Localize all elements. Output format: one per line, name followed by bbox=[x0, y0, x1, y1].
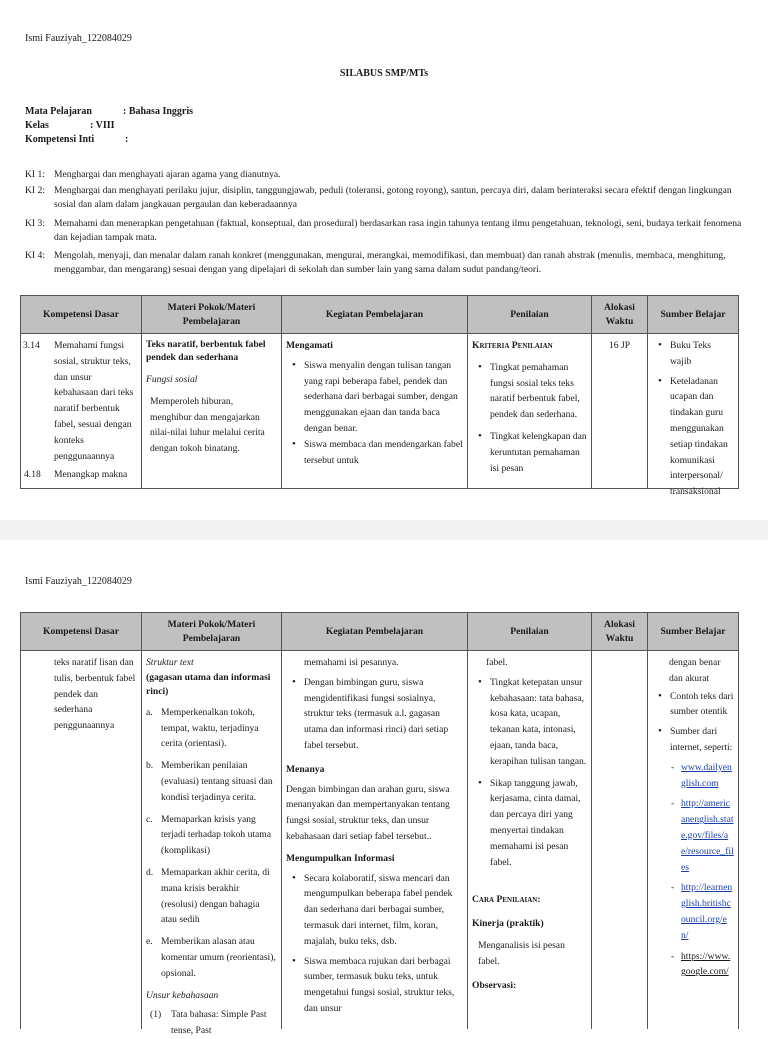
penilaian-heading: Cara Penilaian: bbox=[472, 894, 541, 906]
meta-ki-label: Kompetensi Inti bbox=[25, 134, 95, 145]
list-item: • Siswa membaca dan mendengarkan fabel tersebut untuk bbox=[304, 437, 463, 469]
list-item: c. Memaparkan krisis yang terjadi terhadap tokoh utama (komplikasi) bbox=[146, 813, 272, 857]
ki-3-text: Memahami dan menerapkan pengetahuan (faktual, konseptual, dan prosedural) berdasarkan rasa ingin tahunya tentang ilmu pengetahuan, teknologi, seni, budaya terkait fenomena dan kejadian tampak mata. bbox=[54, 218, 742, 243]
link-dailyenglish[interactable]: www.dailyenglish.com bbox=[681, 761, 732, 789]
kegiatan-cell bbox=[282, 651, 467, 1029]
header-kegiatan: Kegiatan Pembelajaran bbox=[282, 613, 468, 651]
header-alokasi: Alokasi Waktu bbox=[592, 613, 648, 651]
list-item: • Buku Teks wajib bbox=[670, 338, 734, 370]
link-google[interactable]: https://www.google.com/ bbox=[681, 950, 731, 978]
header-kd: Kompetensi Dasar bbox=[21, 613, 142, 651]
kegiatan-heading: Mengumpulkan Informasi bbox=[286, 852, 395, 864]
header-sumber: Sumber Belajar bbox=[648, 296, 739, 334]
list-item: • Sikap tanggung jawab, kerjasama, cinta damai, dan percaya diri yang menyertai tindakan memahami isi pesan fabel. bbox=[490, 776, 587, 871]
list-item: e. Memberikan alasan atau komentar umum (reorientasi), opsional. bbox=[146, 936, 276, 979]
kd-text: Memahami fungsi sosial, struktur teks, dan unsur kebahasaan dari teks naratif berbentuk fabel, sesuai dengan konteks penggunaannya bbox=[54, 340, 134, 462]
ki-3-num: KI 3: bbox=[25, 218, 45, 229]
header-penilaian: Penilaian bbox=[468, 296, 592, 334]
meta-kelas-label: Kelas bbox=[25, 120, 49, 131]
link-item[interactable] bbox=[681, 949, 734, 981]
ki-3 bbox=[25, 217, 745, 245]
list-item: • Contoh teks dari sumber otentik bbox=[670, 689, 734, 721]
kd-number: 3.14 bbox=[23, 340, 40, 351]
sumber-cell bbox=[648, 651, 738, 1029]
ki-2-num: KI 2: bbox=[25, 185, 45, 196]
alokasi-cell bbox=[592, 334, 647, 488]
materi-subheading: Unsur kebahasaan bbox=[146, 989, 219, 1001]
header-penilaian: Penilaian bbox=[468, 613, 592, 651]
list-item: • Tingkat ketepatan unsur kebahasaan: tata bahasa, kosa kata, ucapan, tekanan kata, intonasi, ejaan, tanda baca, kerapihan tulisan tangan. bbox=[490, 675, 587, 770]
kegiatan-text: Dengan bimbingan dan arahan guru, siswa menanyakan dan mempertanyakan tentang fungsi sosial, struktur teks, dan unsur kebahasaan dari setiap fabel tersebut.. bbox=[286, 783, 450, 842]
author-name: Ismi Fauziyah_122084029 bbox=[25, 576, 132, 587]
list-item: • Tingkat kelengkapan dan keruntutan pemahaman isi pesan bbox=[490, 429, 587, 476]
table-header-row bbox=[21, 296, 739, 334]
ki-1 bbox=[25, 168, 745, 182]
page-gap bbox=[0, 520, 768, 540]
link-item[interactable] bbox=[681, 760, 734, 792]
ki-2-text: Menghargai dan menghayati perilaku jujur, disiplin, tanggungjawab, peduli (toleransi, gotong royong), santun, percaya diri, dalam berinteraksi secara efektif dengan lingkungan sosial dan alam dalam jangkauan pergaulan dan keberadaannya bbox=[54, 185, 732, 210]
kegiatan-cell bbox=[282, 334, 467, 488]
meta-kelas-value: : VIII bbox=[90, 120, 115, 131]
penilaian-heading: Kriteria Penilaian bbox=[472, 340, 553, 351]
link-item[interactable] bbox=[681, 880, 734, 943]
meta-ki bbox=[25, 134, 129, 145]
page-title: SILABUS SMP/MTs bbox=[339, 68, 429, 79]
list-item: • Siswa menyalin dengan tulisan tangan yang rapi beberapa fabel, pendek dan sederhana dari berbagai sumber, dengan menggunakan ejaan dan tanda baca dengan benar. bbox=[304, 358, 463, 437]
table-header-row bbox=[21, 613, 739, 651]
ki-1-num: KI 1: bbox=[25, 169, 45, 180]
list-item: • Tingkat pemahaman fungsi sosial teks teks naratif berbentuk fabel, pendek dan sederhana. bbox=[490, 360, 587, 423]
meta-mapel bbox=[25, 106, 194, 117]
alokasi-value: 16 JP bbox=[608, 340, 631, 351]
sumber-text: dengan benar dan akurat bbox=[669, 657, 721, 684]
link-britishcouncil[interactable]: http://learnenglish.britishcouncil.org/en/ bbox=[681, 882, 733, 941]
list-item: (1) Tata bahasa: Simple Past tense, Past bbox=[150, 1009, 267, 1037]
table-row bbox=[21, 334, 739, 489]
meta-kelas bbox=[25, 120, 115, 131]
ki-2 bbox=[25, 184, 745, 212]
list-item: a. Memperkenalkan tokoh, tempat, waktu, terjadinya cerita (orientasi). bbox=[146, 706, 259, 750]
syllabus-table-1 bbox=[20, 295, 739, 498]
list-item: • Dengan bimbingan guru, siswa mengidentifikasi fungsi sosialnya, struktur teks (termasuk a.l. gagasan utama dan informasi rinci) dari setiap fabel tersebut. bbox=[304, 675, 463, 754]
list-item: b. Memberikan penilaian (evaluasi) tentang situasi dan kondisi terjadinya cerita. bbox=[146, 760, 273, 803]
kegiatan-heading: Mengamati bbox=[286, 340, 333, 351]
materi-cell bbox=[142, 651, 281, 1037]
syllabus-table-2 bbox=[20, 612, 739, 1037]
header-sumber: Sumber Belajar bbox=[648, 613, 739, 651]
kegiatan-text: memahami isi pesannya. bbox=[304, 657, 399, 668]
header-materi: Materi Pokok/Materi Pembelajaran bbox=[142, 296, 282, 334]
materi-subheading: Struktur text bbox=[146, 657, 194, 668]
materi-subheading: Fungsi sosial bbox=[146, 374, 198, 385]
kd-text: teks naratif lisan dan tulis, berbentuk fabel pendek dan sederhana penggunaannya bbox=[54, 657, 136, 732]
ki-4-num: KI 4: bbox=[25, 250, 45, 261]
penilaian-cell bbox=[468, 334, 591, 488]
table-row bbox=[21, 651, 739, 1030]
link-item[interactable] bbox=[681, 796, 734, 875]
list-item: • Secara kolaboratif, siswa mencari dan mengumpulkan beberapa fabel pendek dan sederhana dari berbagai sumber, termasuk dari internet, film, koran, majalah, buku teks, dsb. bbox=[304, 871, 463, 950]
ki-1-text: Menghargai dan menghayati ajaran agama yang dianutnya. bbox=[54, 169, 281, 180]
kd-cell bbox=[21, 334, 141, 488]
meta-ki-value: : bbox=[125, 134, 129, 145]
meta-mapel-value: : Bahasa Inggris bbox=[123, 106, 194, 117]
materi-subheading-note: (gagasan utama dan informasi rinci) bbox=[146, 671, 271, 697]
penilaian-heading: Kinerja (praktik) bbox=[472, 918, 544, 930]
list-item: • Keteladanan ucapan dan tindakan guru menggunakan setiap tindakan komunikasi interpersonal/ transaksional bbox=[670, 374, 734, 500]
author-name: Ismi Fauziyah_122084029 bbox=[25, 33, 132, 44]
header-alokasi: Alokasi Waktu bbox=[592, 296, 648, 334]
kd-text: Menangkap makna bbox=[54, 469, 128, 481]
kd-cell bbox=[21, 651, 141, 1029]
alokasi-cell bbox=[592, 651, 647, 1029]
list-item: d. Memaparkan akhir cerita, di mana krisis berakhir (resolusi) dengan bahagia atau sedih bbox=[146, 866, 270, 926]
page-2 bbox=[0, 540, 768, 1037]
penilaian-text: fabel. bbox=[486, 657, 508, 668]
kegiatan-heading: Menanya bbox=[286, 763, 325, 775]
kd-number: 4.18 bbox=[24, 469, 41, 481]
sumber-cell bbox=[648, 334, 738, 498]
penilaian-cell bbox=[468, 651, 591, 1029]
ki-4-text: Mengolah, menyaji, dan menalar dalam ranah konkret (menggunakan, mengurai, merangkai, memodifikasi, dan membuat) dan ranah abstrak (menulis, membaca, menghitung, menggambar, dan mengarang) sesuai dengan yang dipelajari di sekolah dan sumber lain yang sama dalam sudut pandang/teori. bbox=[54, 250, 726, 275]
materi-title: Teks naratif, berbentuk fabel pendek dan sederhana bbox=[146, 339, 266, 363]
ki-4 bbox=[25, 249, 745, 277]
header-kegiatan: Kegiatan Pembelajaran bbox=[282, 296, 468, 334]
materi-text: Memperoleh hiburan, menghibur dan mengajarkan nilai-nilai luhur melalui cerita dengan tokoh binatang. bbox=[150, 395, 265, 455]
header-kd: Kompetensi Dasar bbox=[21, 296, 142, 334]
penilaian-heading: Observasi: bbox=[472, 979, 517, 991]
materi-cell bbox=[142, 334, 281, 488]
penilaian-text: Menganalisis isi pesan fabel. bbox=[478, 939, 565, 967]
header-materi: Materi Pokok/Materi Pembelajaran bbox=[142, 613, 282, 651]
link-americanenglish[interactable]: http://americanenglish.state.gov/files/ae/resource_files bbox=[681, 798, 734, 873]
list-item: • Siswa membaca rujukan dari berbagai sumber, termasuk buku teks, untuk mengetahui fungsi sosial, struktur teks, dan unsur bbox=[304, 954, 463, 1017]
list-item: • Sumber dari internet, seperti: bbox=[670, 724, 734, 756]
meta-mapel-label: Mata Pelajaran bbox=[25, 106, 92, 117]
